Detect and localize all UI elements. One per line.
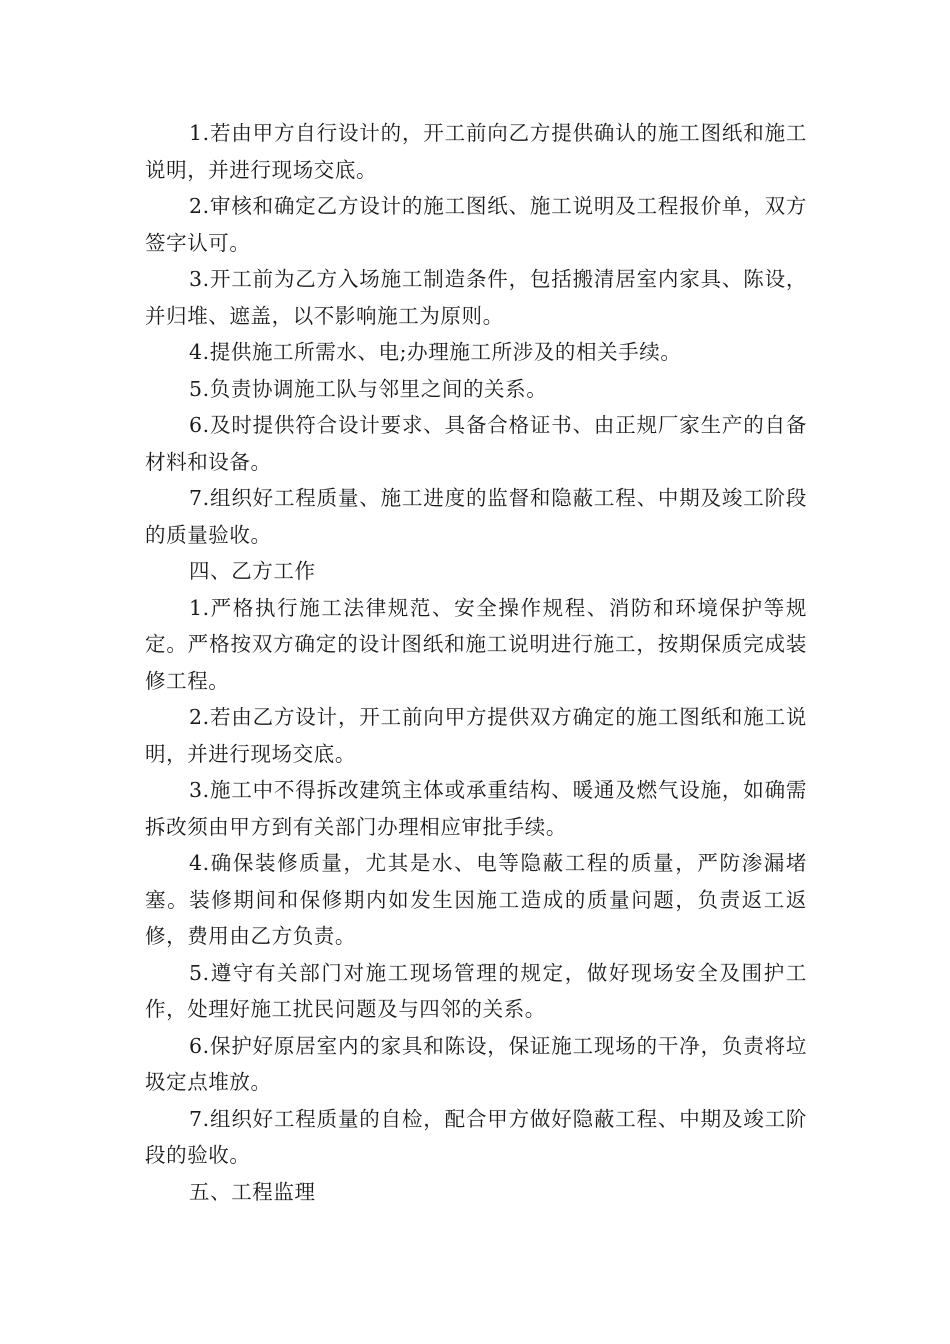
party-a-item-6: 6.及时提供符合设计要求、具备合格证书、由正规厂家生产的自备材料和设备。 [145,413,807,474]
party-b-item-6: 6.保护好原居室内的家具和陈设，保证施工现场的干净，负责将垃圾定点堆放。 [145,1033,807,1094]
party-b-item-7: 7.组织好工程质量的自检，配合甲方做好隐蔽工程、中期及竣工阶段的验收。 [145,1106,807,1167]
party-b-item-3: 3.施工中不得拆改建筑主体或承重结构、暖通及燃气设施，如确需拆改须由甲方到有关部门办理相应审批手续。 [145,778,807,839]
party-a-item-1: 1.若由甲方自行设计的，开工前向乙方提供确认的施工图纸和施工说明，并进行现场交底。 [145,121,807,182]
section-four-heading: 四、乙方工作 [189,559,316,583]
party-a-item-2: 2.审核和确定乙方设计的施工图纸、施工说明及工程报价单，双方签字认可。 [145,194,807,255]
section-five-heading: 五、工程监理 [189,1179,316,1204]
party-a-item-5: 5.负责协调施工队与邻里之间的关系。 [189,376,548,401]
party-b-item-4: 4.确保装修质量，尤其是水、电等隐蔽工程的质量，严防渗漏堵塞。装修期间和保修期内如发生因施工造成的质量问题，负责返工返修，费用由乙方负责。 [145,851,807,948]
party-a-item-4: 4.提供施工所需水、电;办理施工所涉及的相关手续。 [189,340,682,364]
party-a-item-7: 7.组织好工程质量、施工进度的监督和隐蔽工程、中期及竣工阶段的质量验收。 [145,486,807,547]
party-b-item-2: 2.若由乙方设计，开工前向甲方提供双方确定的施工图纸和施工说明，并进行现场交底。 [145,705,807,766]
party-b-item-5: 5.遵守有关部门对施工现场管理的规定，做好现场安全及围护工作，处理好施工扰民问题及与四邻的关系。 [145,960,807,1021]
party-a-item-3: 3.开工前为乙方入场施工制造条件，包括搬清居室内家具、陈设，并归堆、遮盖，以不影响施工为原则。 [145,267,807,328]
document-body [145,115,807,1210]
party-b-item-1: 1.严格执行施工法律规范、安全操作规程、消防和环境保护等规定。严格按双方确定的设计图纸和施工说明进行施工，按期保质完成装修工程。 [145,595,807,693]
